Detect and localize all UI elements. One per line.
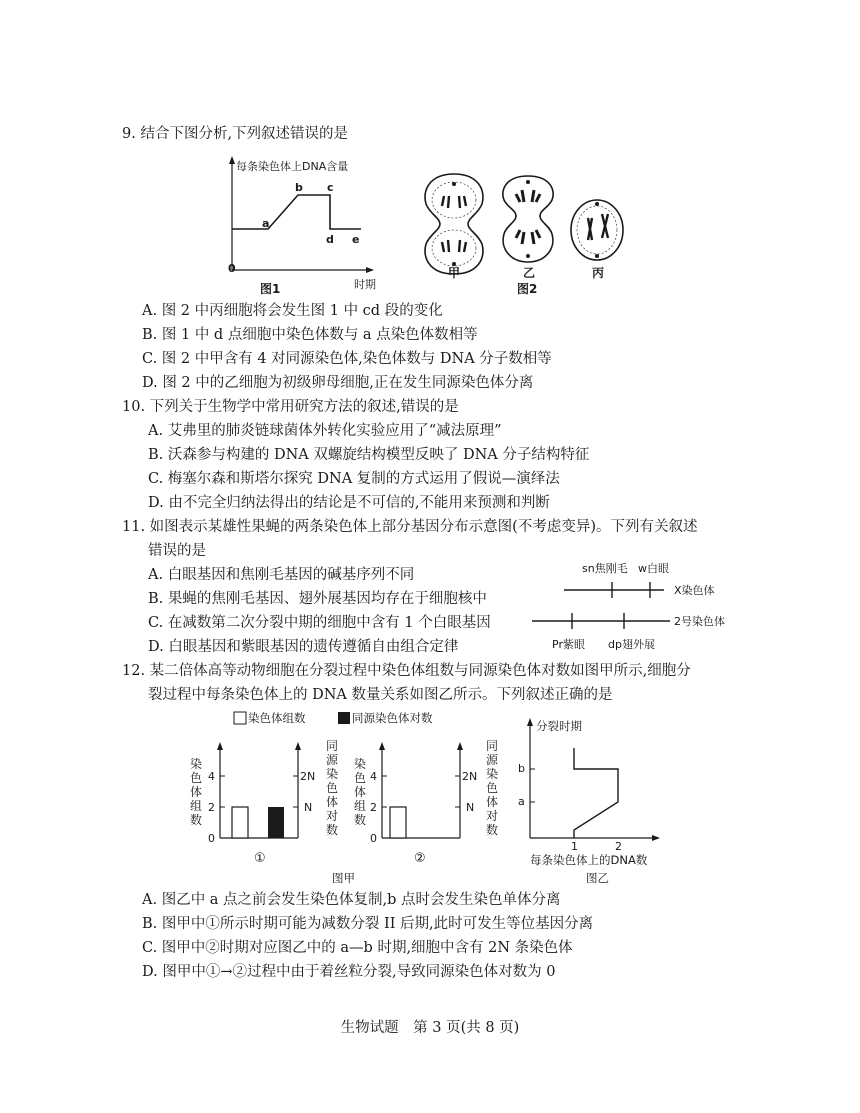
q9-fig1-curve [232, 195, 361, 229]
p1-tick-2: 2 [208, 801, 215, 814]
svg-text:染: 染 [486, 767, 499, 781]
fig-yi-caption: 图乙 [586, 871, 609, 885]
svg-text:体: 体 [354, 785, 367, 799]
panel-1-label: ① [254, 851, 266, 866]
q9-fig1-point-d: d [326, 233, 334, 246]
svg-text:体: 体 [326, 795, 339, 809]
p2-tick-0: 0 [370, 832, 377, 845]
q12-option-b: B. 图甲中①所示时期可能为减数分裂 II 后期,此时可发生等位基因分离 [142, 916, 594, 932]
fig-yi-point-b: b [518, 762, 525, 775]
q9-cell-label-jia: 甲 [448, 266, 461, 280]
p1-tick-0: 0 [208, 832, 215, 845]
q10-option-b: B. 沃森参与构建的 DNA 双螺旋结构模型反映了 DNA 分子结构特征 [148, 447, 590, 463]
gene-w-label: w白眼 [638, 562, 669, 575]
q10-option-a: A. 艾弗里的肺炎链球菌体外转化实验应用了“减法原理” [148, 423, 502, 439]
q9-stem: 9. 结合下图分析,下列叙述错误的是 [122, 126, 349, 142]
q9-fig1-ylabel: 每条染色体上DNA含量 [236, 160, 349, 173]
svg-text:染: 染 [354, 757, 367, 771]
q11-stem-line1: 11. 如图表示某雄性果蝇的两条染色体上部分基因分布示意图(不考虑变异)。下列有关叙述 [122, 519, 698, 535]
q12-figure-yi [514, 712, 704, 887]
q9-fig1-point-a: a [262, 217, 270, 230]
q9-option-b: B. 图 1 中 d 点细胞中染色体数与 a 点染色体数相等 [142, 327, 478, 343]
q11-chromosome-figure [528, 556, 744, 654]
svg-text:数: 数 [354, 813, 367, 827]
q10-option-d: D. 由不完全归纳法得出的结论是不可信的,不能用来预测和判断 [148, 495, 550, 511]
q9-option-a: A. 图 2 中丙细胞将会发生图 1 中 cd 段的变化 [142, 303, 443, 319]
svg-text:同: 同 [326, 739, 339, 753]
q9-cell-label-yi: 乙 [523, 266, 536, 280]
svg-text:同: 同 [486, 739, 499, 753]
q9-cell-label-bing: 丙 [592, 266, 605, 280]
svg-text:对: 对 [486, 809, 499, 823]
q9-fig1-point-b: b [295, 181, 303, 194]
svg-text:源: 源 [486, 753, 499, 767]
p2-tick-2n: 2N [462, 770, 478, 783]
svg-text:色: 色 [326, 781, 339, 795]
q12-option-d: D. 图甲中①→②过程中由于着丝粒分裂,导致同源染色体对数为 0 [142, 964, 556, 980]
svg-text:源: 源 [326, 753, 339, 767]
gene-pr-label: Pr紫眼 [552, 638, 585, 651]
cell-bing-illustration [571, 200, 623, 260]
svg-text:色: 色 [190, 771, 203, 785]
panel-2-label: ② [414, 851, 426, 866]
p2-tick-4: 4 [370, 770, 377, 783]
svg-text:对: 对 [326, 809, 339, 823]
svg-text:色: 色 [354, 771, 367, 785]
q10-stem: 10. 下列关于生物学中常用研究方法的叙述,错误的是 [122, 399, 459, 415]
p2-tick-2: 2 [370, 801, 377, 814]
p1-tick-4: 4 [208, 770, 215, 783]
q12-option-a: A. 图乙中 a 点之前会发生染色体复制,b 点时会发生染色单体分离 [142, 892, 561, 908]
fig-yi-xlabel: 每条染色体上的DNA数 [530, 853, 648, 867]
q12-stem-line1: 12. 某二倍体高等动物细胞在分裂过程中染色体组数与同源染色体对数如图甲所示,细胞分 [122, 663, 691, 679]
q12-stem-line2: 裂过程中每条染色体上的 DNA 数量关系如图乙所示。下列叙述正确的是 [148, 687, 613, 703]
chrom-2-label: 2号染色体 [674, 615, 725, 628]
cell-jia-illustration [425, 174, 483, 274]
q12-option-c: C. 图甲中②时期对应图乙中的 a—b 时期,细胞中含有 2N 条染色体 [142, 940, 573, 956]
q9-fig1-origin: 0 [228, 262, 236, 275]
svg-text:数: 数 [190, 813, 203, 827]
axis-label-homologous-pairs [326, 739, 339, 837]
legend-filled-swatch [338, 712, 350, 724]
svg-text:组: 组 [190, 799, 203, 813]
svg-text:数: 数 [486, 823, 499, 837]
q9-figure-1 [218, 150, 398, 300]
svg-text:数: 数 [326, 823, 339, 837]
svg-text:色: 色 [486, 781, 499, 795]
page-footer: 生物试题 第 3 页(共 8 页) [340, 1020, 520, 1036]
gene-dp-label: dp翅外展 [608, 638, 655, 651]
fig-yi-point-a: a [518, 795, 525, 808]
svg-text:染: 染 [326, 767, 339, 781]
q9-fig1-caption: 图1 [260, 282, 281, 296]
q9-fig1-point-e: e [352, 233, 360, 246]
svg-text:体: 体 [486, 795, 499, 809]
p1-tick-2n: 2N [300, 770, 316, 783]
panel-1-bar-homologous-pairs [268, 807, 284, 838]
legend-open-swatch [234, 712, 246, 724]
q12-figure-jia [180, 706, 510, 886]
svg-text:组: 组 [354, 799, 367, 813]
q10-option-c: C. 梅塞尔森和斯塔尔探究 DNA 复制的方式运用了假说—演绎法 [148, 471, 560, 487]
q9-figure-2 [420, 172, 630, 278]
panel-2-bar-chromosome-sets [390, 807, 406, 838]
legend-filled-label: 同源染色体对数 [352, 711, 433, 725]
fig-yi-tick-1: 1 [571, 840, 578, 853]
axis-label-chromosome-sets [354, 756, 366, 827]
axis-label-homologous-pairs [486, 739, 499, 837]
q9-fig1-xlabel: 时期 [354, 278, 376, 291]
q9-option-c: C. 图 2 中甲含有 4 对同源染色体,染色体数与 DNA 分子数相等 [142, 351, 552, 367]
q9-option-d: D. 图 2 中的乙细胞为初级卵母细胞,正在发生同源染色体分离 [142, 375, 534, 391]
gene-sn-label: sn焦刚毛 [582, 562, 628, 575]
svg-text:染: 染 [190, 757, 203, 771]
q9-fig2-caption: 图2 [517, 282, 538, 296]
p2-tick-n: N [466, 801, 475, 814]
legend-open-label: 染色体组数 [248, 711, 306, 725]
fig-yi-ylabel: 分裂时期 [536, 719, 582, 733]
q11-option-c: C. 在减数第二次分裂中期的细胞中含有 1 个白眼基因 [148, 615, 491, 631]
q11-option-a: A. 白眼基因和焦刚毛基因的碱基序列不同 [148, 567, 415, 583]
panel-1-bar-chromosome-sets [232, 807, 248, 838]
fig-yi-curve [574, 748, 618, 838]
chrom-x-label: X染色体 [674, 584, 715, 597]
q9-fig1-point-c: c [327, 181, 334, 194]
cell-yi-illustration [503, 176, 553, 262]
fig-jia-caption: 图甲 [332, 871, 355, 885]
q11-option-d: D. 白眼基因和紫眼基因的遗传遵循自由组合定律 [148, 639, 459, 655]
axis-label-chromosome-sets [190, 756, 202, 827]
q11-stem-line2: 错误的是 [148, 543, 206, 559]
svg-text:体: 体 [190, 785, 203, 799]
p1-tick-n: N [304, 801, 313, 814]
fig-yi-tick-2: 2 [615, 840, 622, 853]
q11-option-b: B. 果蝇的焦刚毛基因、翅外展基因均存在于细胞核中 [148, 591, 487, 607]
